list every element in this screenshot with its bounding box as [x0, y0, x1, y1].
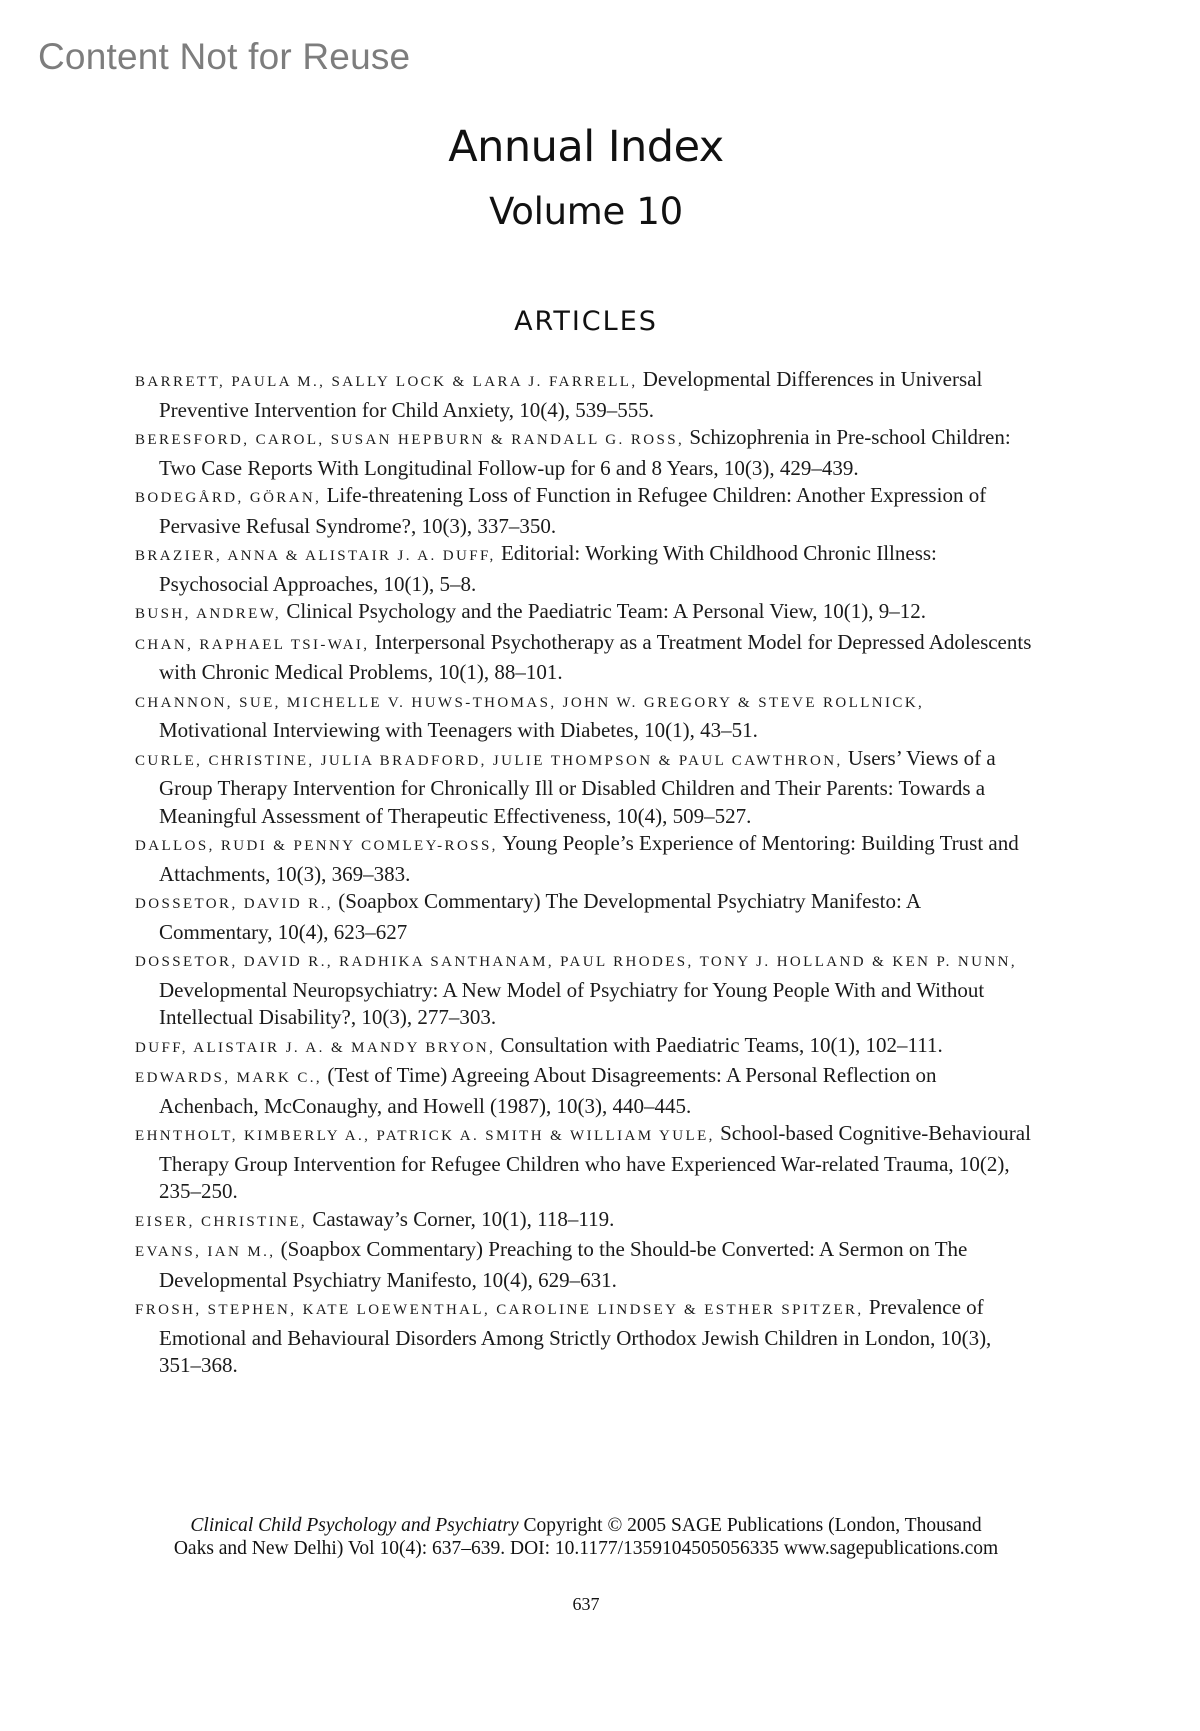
- page-title: Annual Index: [448, 122, 724, 172]
- entry-authors: EISER, CHRISTINE,: [135, 1213, 308, 1230]
- entry-authors: DOSSETOR, DAVID R., RADHIKA SANTHANAM, PAUL RHODES, TONY J. HOLLAND & KEN P. NUNN,: [135, 954, 1017, 970]
- entry-authors: CHAN, RAPHAEL TSI-WAI,: [135, 636, 370, 653]
- footer-line-2: Oaks and New Delhi) Vol 10(4): 637–639. DOI: 10.1177/1359104505056335 www.sagepublications.com: [173, 1538, 999, 1559]
- index-entry: [135, 1120, 1035, 1206]
- entry-title: Developmental Differences in Universal Preventive Intervention for Child Anxiety, 10(4), 539–555.: [159, 367, 983, 422]
- volume-subtitle: Volume 10: [489, 190, 683, 233]
- entry-authors: EVANS, IAN M.,: [135, 1244, 276, 1260]
- entry-authors: BARRETT, PAULA M., SALLY LOCK & LARA J. FARRELL,: [135, 374, 638, 390]
- entry-title: Life-threatening Loss of Function in Refugee Children: Another Expression of Pervasive Refusal Syndrome?, 10(3), 337–350.: [159, 483, 987, 538]
- entry-title: Interpersonal Psychotherapy as a Treatment Model for Depressed Adolescents with Chronic Medical Problems, 10(1), 88–101.: [159, 629, 1032, 684]
- index-entry: [135, 1032, 1035, 1063]
- index-entry: [135, 830, 1035, 888]
- index-entry: [135, 687, 1035, 745]
- entry-authors: DUFF, ALISTAIR J. A. & MANDY BRYON,: [135, 1039, 496, 1056]
- entry-authors: BRAZIER, ANNA & ALISTAIR J. A. DUFF,: [135, 548, 496, 564]
- copyright-text: Copyright © 2005 SAGE Publications (London, Thousand: [518, 1515, 982, 1536]
- entry-title: (Soapbox Commentary) Preaching to the Should-be Converted: A Sermon on The Developmental Psychiatry Manifesto, 10(4), 629–631.: [159, 1237, 968, 1292]
- index-entry: [135, 1062, 1035, 1120]
- section-heading: ARTICLES: [514, 306, 658, 337]
- entry-title: Castaway’s Corner, 10(1), 118–119.: [307, 1206, 615, 1231]
- entry-authors: FROSH, STEPHEN, KATE LOEWENTHAL, CAROLINE LINDSEY & ESTHER SPITZER,: [135, 1302, 864, 1318]
- entry-title: (Soapbox Commentary) The Developmental Psychiatry Manifesto: A Commentary, 10(4), 623–627: [159, 889, 920, 944]
- entry-title: School-based Cognitive-Behavioural Therapy Group Intervention for Refugee Children who have Experienced War-related Trauma, 10(2), 235–250.: [159, 1121, 1031, 1203]
- entry-authors: BODEGÅRD, GÖRAN,: [135, 490, 322, 506]
- entry-authors: EDWARDS, MARK C.,: [135, 1070, 323, 1086]
- index-entry: [135, 482, 1035, 540]
- entry-authors: DALLOS, RUDI & PENNY COMLEY-ROSS,: [135, 838, 498, 854]
- journal-name: Clinical Child Psychology and Psychiatry: [190, 1515, 519, 1536]
- index-entry: [135, 946, 1035, 1032]
- index-entry: [135, 888, 1035, 946]
- index-entry: [135, 1236, 1035, 1294]
- entry-authors: DOSSETOR, DAVID R.,: [135, 896, 333, 912]
- entry-authors: EHNTHOLT, KIMBERLY A., PATRICK A. SMITH & WILLIAM YULE,: [135, 1128, 715, 1144]
- index-entry: [135, 1206, 1035, 1237]
- watermark: Content Not for Reuse: [38, 36, 411, 77]
- entry-title: (Test of Time) Agreeing About Disagreements: A Personal Reflection on Achenbach, McConaughy, and Howell (1987), 10(3), 440–445.: [159, 1063, 937, 1118]
- copyright-footer: [0, 1514, 1172, 1560]
- entry-authors: CURLE, CHRISTINE, JULIA BRADFORD, JULIE THOMPSON & PAUL CAWTHRON,: [135, 752, 843, 769]
- footer-line-1: [0, 1514, 1172, 1537]
- entry-title: Users’ Views of a Group Therapy Intervention for Chronically Ill or Disabled Children and Their Parents: Towards a Meaningful Assessment of Therapeutic Effectiveness, 10(4), 509–527.: [159, 745, 996, 828]
- index-entry: [135, 1294, 1035, 1380]
- entry-title: Editorial: Working With Childhood Chronic Illness: Psychosocial Approaches, 10(1), 5–8.: [159, 541, 937, 596]
- index-entry: [135, 424, 1035, 482]
- entry-title: Motivational Interviewing with Teenagers with Diabetes, 10(1), 43–51.: [159, 718, 758, 742]
- entry-title: Young People’s Experience of Mentoring: Building Trust and Attachments, 10(3), 369–383.: [159, 831, 1019, 886]
- entry-title: Consultation with Paediatric Teams, 10(1), 102–111.: [495, 1032, 943, 1057]
- article-index-list: [135, 366, 1035, 1380]
- page-number: 637: [572, 1594, 600, 1614]
- entry-authors: BUSH, ANDREW,: [135, 606, 282, 622]
- index-entry: [135, 745, 1035, 831]
- entry-authors: CHANNON, SUE, MICHELLE V. HUWS-THOMAS, JOHN W. GREGORY & STEVE ROLLNICK,: [135, 694, 925, 711]
- index-entry: [135, 366, 1035, 424]
- index-entry: [135, 598, 1035, 629]
- index-entry: [135, 629, 1035, 687]
- entry-title: Schizophrenia in Pre-school Children: Two Case Reports With Longitudinal Follow-up for 6 and 8 Years, 10(3), 429–439.: [159, 425, 1011, 480]
- entry-title: Clinical Psychology and the Paediatric Team: A Personal View, 10(1), 9–12.: [281, 599, 926, 623]
- entry-title: Prevalence of Emotional and Behavioural Disorders Among Strictly Orthodox Jewish Children in London, 10(3), 351–368.: [159, 1295, 992, 1377]
- entry-authors: BERESFORD, CAROL, SUSAN HEPBURN & RANDALL G. ROSS,: [135, 432, 685, 448]
- entry-title: Developmental Neuropsychiatry: A New Model of Psychiatry for Young People With and Without Intellectual Disability?, 10(3), 277–303.: [159, 977, 985, 1029]
- index-entry: [135, 540, 1035, 598]
